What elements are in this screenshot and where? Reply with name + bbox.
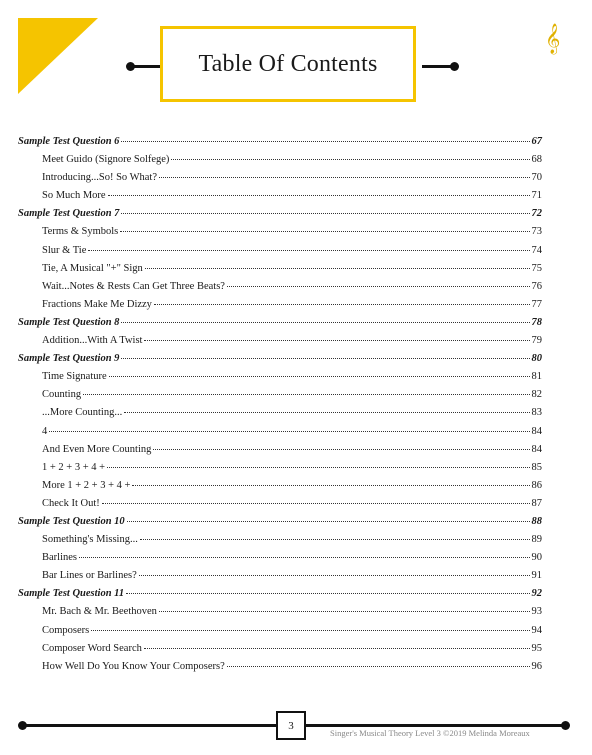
toc-entry-label: Composer Word Search — [42, 642, 142, 654]
toc-entry-label: Check It Out! — [42, 497, 100, 509]
toc-entry[interactable] — [18, 190, 542, 208]
toc-entry-label: And Even More Counting — [42, 443, 152, 455]
toc-entry[interactable] — [18, 462, 542, 480]
toc-entry[interactable] — [18, 281, 542, 299]
toc-entry-page: 93 — [531, 606, 542, 618]
title-box — [160, 26, 416, 102]
dot-leader — [121, 141, 529, 142]
toc-entry-page: 70 — [531, 172, 542, 184]
dot-leader — [91, 630, 529, 631]
corner-accent-triangle — [18, 18, 98, 94]
toc-entry-label: Slur & Tie — [42, 244, 87, 256]
footer-rule-right-dot — [561, 721, 570, 730]
toc-entry-label: ...More Counting... — [42, 407, 123, 419]
dot-leader — [109, 376, 530, 377]
dot-leader — [159, 611, 530, 612]
toc-entry-label: Something's Missing... — [42, 534, 138, 546]
toc-entry-label: Sample Test Question 9 — [18, 353, 120, 365]
toc-entry-label: Sample Test Question 8 — [18, 316, 120, 328]
footer-rule-left-dot — [18, 721, 27, 730]
dot-leader — [49, 431, 529, 432]
toc-entry-label: 4 — [42, 425, 48, 437]
toc-entry-page: 88 — [531, 515, 542, 527]
toc-entry[interactable] — [18, 606, 542, 624]
toc-entry-label: Sample Test Question 6 — [18, 136, 120, 147]
toc-entry[interactable] — [18, 480, 542, 498]
toc-entry-page: 71 — [531, 190, 542, 202]
toc-entry-label: Bar Lines or Barlines? — [42, 570, 137, 582]
toc-entry[interactable] — [18, 661, 542, 679]
toc-entry-page: 81 — [531, 371, 542, 383]
toc-entry-label: More 1 + 2 + 3 + 4 + — [42, 479, 131, 491]
toc-entry-page: 76 — [531, 280, 542, 292]
toc-entry[interactable] — [18, 534, 542, 552]
toc-entry-page: 80 — [531, 353, 542, 365]
dot-leader — [121, 213, 529, 214]
toc-entry-page: 84 — [531, 443, 542, 455]
dot-leader — [171, 159, 529, 160]
toc-entry[interactable] — [18, 570, 542, 588]
dot-leader — [153, 449, 529, 450]
toc-entry[interactable] — [18, 407, 542, 425]
toc-entry[interactable] — [18, 299, 542, 317]
toc-entry[interactable] — [18, 552, 542, 570]
title-rule-left-dot — [126, 62, 135, 71]
dot-leader — [121, 322, 529, 323]
toc-section-heading[interactable] — [18, 136, 542, 154]
toc-entry-page: 72 — [531, 208, 542, 220]
toc-entry-label: Time Signature — [42, 371, 107, 383]
dot-leader — [124, 412, 529, 413]
title-rule-right-dot — [450, 62, 459, 71]
toc-entry-page: 83 — [531, 407, 542, 419]
dot-leader — [140, 539, 530, 540]
dot-leader — [127, 521, 530, 522]
toc-entry-page: 90 — [531, 552, 542, 564]
page-title: Table Of Contents — [198, 50, 378, 77]
dot-leader — [145, 268, 530, 269]
toc-entry-page: 87 — [531, 497, 542, 509]
toc-entry-label: Introducing...So! So What? — [42, 172, 157, 184]
toc-section-heading[interactable] — [18, 208, 542, 226]
toc-entry[interactable] — [18, 335, 542, 353]
toc-entry-label: Barlines — [42, 552, 77, 564]
page-number-box — [276, 711, 306, 740]
dot-leader — [108, 195, 530, 196]
dot-leader — [88, 250, 529, 251]
toc-entry[interactable] — [18, 245, 542, 263]
toc-entry[interactable] — [18, 426, 542, 444]
treble-clef-icon: 𝄞 — [545, 24, 561, 54]
toc-entry-page: 86 — [531, 479, 542, 491]
toc-entry-label: Sample Test Question 7 — [18, 208, 120, 220]
toc-entry-page: 79 — [531, 335, 542, 347]
toc-entry-page: 94 — [531, 624, 542, 636]
toc-entry-page: 96 — [531, 660, 542, 672]
toc-entry-page: 75 — [531, 262, 542, 274]
toc-entry-label: Composers — [42, 624, 90, 636]
toc-section-heading[interactable] — [18, 588, 542, 606]
toc-entry-label: Tie, A Musical "+" Sign — [42, 262, 143, 274]
toc-entry-label: So Much More — [42, 190, 106, 202]
toc-entry-page: 77 — [531, 298, 542, 310]
dot-leader — [121, 358, 529, 359]
toc-entry[interactable] — [18, 625, 542, 643]
toc-entry[interactable] — [18, 444, 542, 462]
dot-leader — [227, 666, 530, 667]
toc-entry-label: Sample Test Question 10 — [18, 515, 125, 527]
toc-entry[interactable] — [18, 263, 542, 281]
footer-rule-left — [22, 724, 276, 727]
toc-entry-page: 74 — [531, 244, 542, 256]
toc-entry-page: 67 — [531, 136, 542, 147]
toc-section-heading[interactable] — [18, 353, 542, 371]
toc-entry[interactable] — [18, 172, 542, 190]
dot-leader — [83, 394, 529, 395]
toc-entry[interactable] — [18, 643, 542, 661]
toc-section-heading[interactable] — [18, 317, 542, 335]
toc-entry-label: 1 + 2 + 3 + 4 + — [42, 461, 106, 473]
page-number: 3 — [288, 719, 294, 732]
toc-entry[interactable] — [18, 498, 542, 516]
toc-entry[interactable] — [18, 226, 542, 244]
footer-rule-right — [306, 724, 564, 727]
toc-entry-page: 73 — [531, 226, 542, 238]
toc-entry[interactable] — [18, 371, 542, 389]
toc-entry-label: How Well Do You Know Your Composers? — [42, 660, 225, 672]
toc-entry-label: Meet Guido (Signore Solfege) — [42, 154, 170, 166]
toc-entry-label: Addition...With A Twist — [42, 335, 143, 347]
dot-leader — [126, 593, 529, 594]
dot-leader — [120, 231, 529, 232]
dot-leader — [79, 557, 530, 558]
toc-section-heading[interactable] — [18, 516, 542, 534]
dot-leader — [132, 485, 529, 486]
toc-entry[interactable] — [18, 389, 542, 407]
toc-entry-page: 89 — [531, 534, 542, 546]
toc-entry-page: 92 — [531, 588, 542, 600]
dot-leader — [227, 286, 530, 287]
toc-entry-page: 68 — [531, 154, 542, 166]
toc-entry-label: Fractions Make Me Dizzy — [42, 298, 152, 310]
toc-entry-page: 85 — [531, 461, 542, 473]
toc-entry-label: Counting — [42, 389, 82, 401]
toc-entry-label: Sample Test Question 11 — [18, 588, 125, 600]
footer-copyright: Singer's Musical Theory Level 3 ©2019 Melinda Moreaux — [330, 728, 530, 738]
toc-entry-label: Mr. Bach & Mr. Beethoven — [42, 606, 157, 618]
dot-leader — [139, 575, 530, 576]
toc-entry-label: Terms & Symbols — [42, 226, 119, 238]
toc-entry-page: 78 — [531, 316, 542, 328]
table-of-contents — [18, 136, 542, 679]
dot-leader — [154, 304, 530, 305]
dot-leader — [144, 340, 529, 341]
toc-entry[interactable] — [18, 154, 542, 172]
dot-leader — [102, 503, 530, 504]
toc-entry-page: 82 — [531, 389, 542, 401]
toc-entry-page: 91 — [531, 570, 542, 582]
dot-leader — [159, 177, 530, 178]
dot-leader — [107, 467, 529, 468]
toc-entry-page: 95 — [531, 642, 542, 654]
dot-leader — [144, 648, 530, 649]
toc-entry-page: 84 — [531, 425, 542, 437]
toc-entry-label: Wait...Notes & Rests Can Get Three Beats? — [42, 280, 225, 292]
